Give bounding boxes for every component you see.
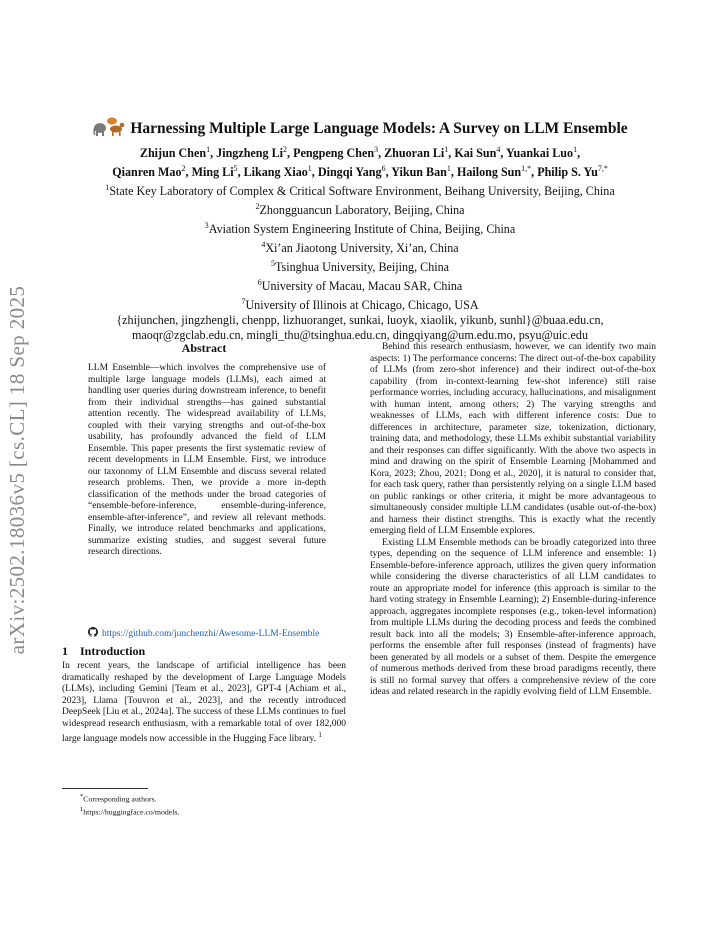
intro-paragraph bbox=[62, 661, 346, 746]
author-block bbox=[40, 142, 680, 343]
affiliation-text: Tsinghua University, Beijing, China bbox=[274, 260, 450, 275]
affiliation-text: Zhongguancun Laboratory, Beijing, China bbox=[259, 203, 465, 218]
affiliation-mark: 2 bbox=[255, 202, 260, 212]
repo-link-text[interactable]: https://github.com/junchenzhi/Awesome-LLM-Ensemble bbox=[102, 629, 320, 639]
footnote-text: Corresponding authors. bbox=[83, 794, 157, 804]
author-affiliation-mark: 1 bbox=[206, 145, 211, 154]
affiliation-mark: 1 bbox=[105, 183, 110, 193]
affiliation-mark: 7 bbox=[241, 297, 246, 307]
abstract-heading: Abstract bbox=[181, 341, 227, 355]
github-icon bbox=[88, 627, 98, 637]
affiliation-text: State Key Laboratory of Complex & Critical Software Environment, Beihang University, Beijing, China bbox=[109, 184, 615, 199]
email-line-1: {zhijunchen, jingzhengli, chenpp, lizhuoranget, sunkai, luoyk, xiaolik, yikunb, sunhl}@buaa.edu.cn, bbox=[116, 313, 604, 328]
affiliation-mark: 3 bbox=[204, 221, 209, 231]
affiliation-mark: 4 bbox=[261, 240, 266, 250]
author-affiliation-mark: 2 bbox=[283, 145, 288, 154]
author-name: Hailong Sun bbox=[456, 165, 522, 180]
right-paragraph-2: Existing LLM Ensemble methods can be broadly categorized into three types, depending on the sequence of LLM inference and ensemble: 1) Ensemble-before-inference approach, utilizes the given query information while considering the diverse characteristics of all LLM candidates to route an appropriate model for inference (this approach is similar to the hard voting strategy in Ensemble Learning); 2) Ensemble-during-inference approach, aggregates incomplete responses (e.g., token-level information) from multiple LLMs during the decoding process and feeds the combined result back into all the models; 3) Ensemble-after-inference approach, performs the ensemble after full responses (instead of fragments) have been generated by all models or a subset of them. Despite the emergence of numerous methods derived from these broad paradigms recently, there is still no formal survey that offers a comprehensive review of the core ideas and related research in the rapidly evolving field of LLM Ensemble. bbox=[370, 537, 656, 697]
footnote-marker: * bbox=[80, 793, 84, 800]
section-title: Introduction bbox=[80, 644, 146, 658]
author-affiliation-mark: 1 bbox=[446, 164, 451, 174]
footnote bbox=[62, 805, 346, 818]
author-name: Zhuoran Li bbox=[384, 146, 445, 161]
section-heading bbox=[62, 644, 145, 659]
intro-text: In recent years, the landscape of artificial intelligence has been dramatically reshaped by the development of Large Language Models (LLMs), including Gemini [Team et al., 2023], GPT-4 [Achiam et al., 2023], Llama [Touvron et al., 2023], and the recently introduced DeepSeek [Liu et al., 2024a]. The success of these LLMs continues to fuel widespread research enthusiasm, with a remarkable total of over 182,000 large language models now accessible in the Hugging Face library. bbox=[62, 661, 346, 745]
author-affiliation-mark: 1 bbox=[444, 145, 449, 154]
author-name: Jingzheng Li bbox=[216, 146, 284, 161]
affiliation bbox=[40, 218, 680, 237]
footnote-mark: 1 bbox=[318, 731, 322, 739]
footnote-divider bbox=[62, 788, 148, 789]
affiliation-mark: 5 bbox=[270, 259, 275, 269]
author-name: Likang Xiao bbox=[243, 165, 308, 180]
affiliation-mark: 6 bbox=[257, 278, 262, 288]
author-affiliation-mark: 3 bbox=[374, 145, 379, 154]
affiliation bbox=[40, 237, 680, 256]
footnote-list bbox=[62, 792, 346, 817]
affiliation bbox=[40, 256, 680, 275]
footnote-marker: 1 bbox=[80, 805, 84, 813]
author-name: Yuankai Luo bbox=[505, 146, 574, 161]
author-affiliation-mark: 1 bbox=[573, 145, 578, 154]
author-affiliation-mark: 4 bbox=[496, 145, 501, 154]
email-line-2: maoqr@zgclab.edu.cn, mingli_thu@tsinghua.edu.cn, dingqiyang@um.edu.mo, psyu@uic.edu bbox=[132, 328, 588, 343]
footnote bbox=[62, 792, 346, 805]
repo-link[interactable] bbox=[88, 627, 338, 641]
animals-emoji-icon bbox=[92, 115, 126, 137]
author-affiliation-mark: 7,* bbox=[597, 164, 608, 174]
right-paragraph-1: Behind this research enthusiasm, however, we can identify two main aspects: 1) The performance concerns: The direct out-of-the-box capability of LLMs (from zero-shot inference) and their indirect out-of-the-box capability (from in-context-learning few-shot inference) still raise performance worries, including accuracy, hallucinations, and misalignment with human intent, among others; 2) The varying strengths and weaknesses of LLMs, each with different inference costs: Due to differences in architecture, parameter size, tokenization, dictionary, training data, and methodology, these LLMs exhibit substantial variability and their responses can differ significantly. With the above two aspects in mind and drawing on the spirit of Ensemble Learning [Mohammed and Kora, 2023; Zhou, 2021; Dong et al., 2020], it is natural to consider that, for each task query, rather than persistently relying on a single LLM based on public rankings or other criteria, it might be more advantageous to simultaneously consider multiple LLM candidates (usable out-of-the-box) and harness their distinct strengths. This is exactly what the recently emerging field of LLM Ensemble explores. bbox=[370, 342, 656, 536]
footnote-text: https://huggingface.co/models. bbox=[83, 807, 180, 817]
right-column bbox=[370, 342, 656, 699]
affiliation-text: Xi’an Jiaotong University, Xi’an, China bbox=[265, 241, 459, 256]
author-line-2: Qianren Mao$^2$, Ming Li$^5$, Likang Xiao$^1$, Dingqi Yang$^6$, Yikun Ban$^1$, Hailong Sun$^{1,*}$, Philip S. $Yu^{7,*}$ bbox=[112, 164, 608, 180]
author-affiliation-mark: 2 bbox=[181, 164, 186, 174]
abstract-text: LLM Ensemble—which involves the comprehensive use of multiple large language models (LLMs), each aimed at handling user queries during downstream inference, to benefit from their individual strengths—has gained substantial attention recently. The widespread availability of LLMs, coupled with their varying strengths and out-of-the-box usability, has profoundly advanced the field of LLM Ensemble. This paper presents the first systematic review of recent developments in LLM Ensemble. First, we introduce our taxonomy of LLM Ensemble and discuss several related research problems. Then, we provide a more in-depth classification of the methods under the broad categories of “ensemble-before-inference, ensemble-during-inference, ensemble-after-inference”, and review all relevant methods. Finally, we introduce related benchmarks and applications, summarize existing studies, and suggest several future research directions. bbox=[88, 363, 326, 557]
author-name: Kai Sun bbox=[454, 146, 497, 161]
section-number: 1 bbox=[62, 644, 68, 658]
affiliation-text: University of Macau, Macau SAR, China bbox=[261, 279, 463, 294]
author-line-1: Zhijun Chen$^1$, Jingzheng Li$^2$, Pengpeng Chen$^3$, Zhuoran Li$^1$, Kai Sun$^4$, Yuankai Luo$^1$, bbox=[139, 145, 581, 161]
author-name: Dingqi Yang bbox=[317, 165, 382, 180]
author-affiliation-mark: 1,* bbox=[521, 164, 532, 174]
affiliation bbox=[40, 199, 680, 218]
paper-title bbox=[60, 115, 660, 140]
paper-title-text: Harnessing Multiple Large Language Models: A Survey on LLM Ensemble bbox=[130, 120, 628, 137]
author-affiliation-mark: 5 bbox=[233, 164, 238, 174]
affiliation bbox=[40, 275, 680, 294]
affiliation bbox=[40, 294, 680, 313]
author-name: Philip S. Yu bbox=[537, 165, 598, 180]
arxiv-identifier: arXiv:2502.18036v5 [cs.CL] 18 Sep 2025 bbox=[5, 285, 29, 655]
affiliation bbox=[40, 180, 680, 199]
author-name: Yikun Ban bbox=[391, 165, 447, 180]
author-affiliation-mark: 1 bbox=[307, 164, 312, 174]
author-name: Pengpeng Chen bbox=[293, 146, 375, 161]
affiliation-text: Aviation System Engineering Institute of China, Beijing, China bbox=[208, 222, 516, 237]
author-affiliation-mark: 6 bbox=[381, 164, 386, 174]
affiliation-list bbox=[40, 180, 680, 313]
author-name: Ming Li bbox=[191, 165, 234, 180]
author-name: Qianren Mao bbox=[112, 165, 182, 180]
author-name: Zhijun Chen bbox=[139, 146, 207, 161]
affiliation-text: University of Illinois at Chicago, Chicago, USA bbox=[245, 298, 479, 313]
